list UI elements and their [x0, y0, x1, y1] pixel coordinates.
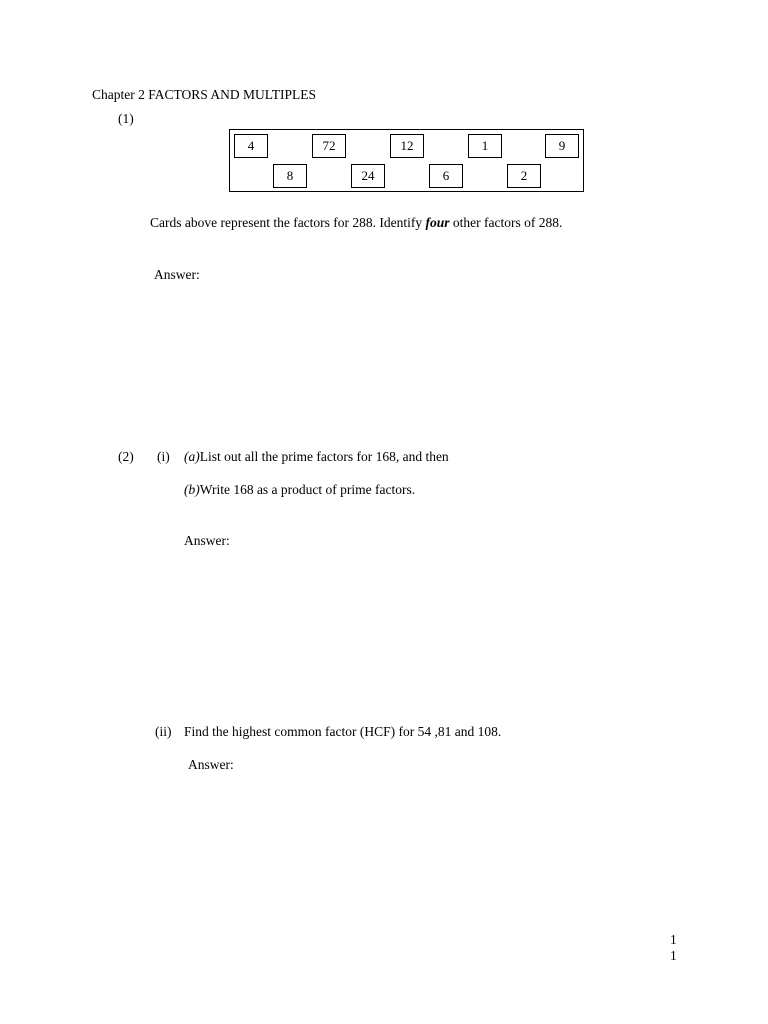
- factor-card: 8: [273, 164, 307, 188]
- question-2-part-i-label: (i): [157, 449, 170, 464]
- question-2-number: (2): [118, 449, 134, 464]
- chapter-title: Chapter 2 FACTORS AND MULTIPLES: [92, 87, 317, 102]
- question-2-part-a: [184, 450, 449, 464]
- factor-card: 9: [545, 134, 579, 158]
- factor-card: 12: [390, 134, 424, 158]
- question-2-part-b: [184, 483, 415, 497]
- question-1-prompt: [150, 216, 562, 230]
- question-1-text-before: Cards above represent the factors for 288. Identify: [150, 215, 423, 230]
- question-1-emphasis: four: [425, 215, 450, 230]
- question-1-answer-label: Answer:: [154, 267, 200, 282]
- factor-card: 1: [468, 134, 502, 158]
- question-2-part-ii-answer-label: Answer:: [188, 757, 234, 772]
- part-a-label: (a): [184, 449, 200, 464]
- question-1-number: (1): [118, 111, 134, 126]
- part-a-text: List out all the prime factors for 168, and then: [199, 449, 449, 464]
- part-b-text: Write 168 as a product of prime factors.: [199, 482, 416, 497]
- question-2-part-ii-label: (ii): [155, 724, 172, 739]
- factor-card: 6: [429, 164, 463, 188]
- factor-cards-panel: [229, 129, 584, 192]
- question-2-part-ii-text: Find the highest common factor (HCF) for 54 ,81 and 108.: [184, 724, 502, 739]
- factor-card: 24: [351, 164, 385, 188]
- factor-card: 2: [507, 164, 541, 188]
- part-b-label: (b): [184, 482, 200, 497]
- page-number: 1: [670, 948, 677, 963]
- question-1-text-after: other factors of 288.: [452, 215, 563, 230]
- question-2-part-i-answer-label: Answer:: [184, 533, 230, 548]
- factor-card: 4: [234, 134, 268, 158]
- factor-card: 72: [312, 134, 346, 158]
- page-number: 1: [670, 932, 677, 947]
